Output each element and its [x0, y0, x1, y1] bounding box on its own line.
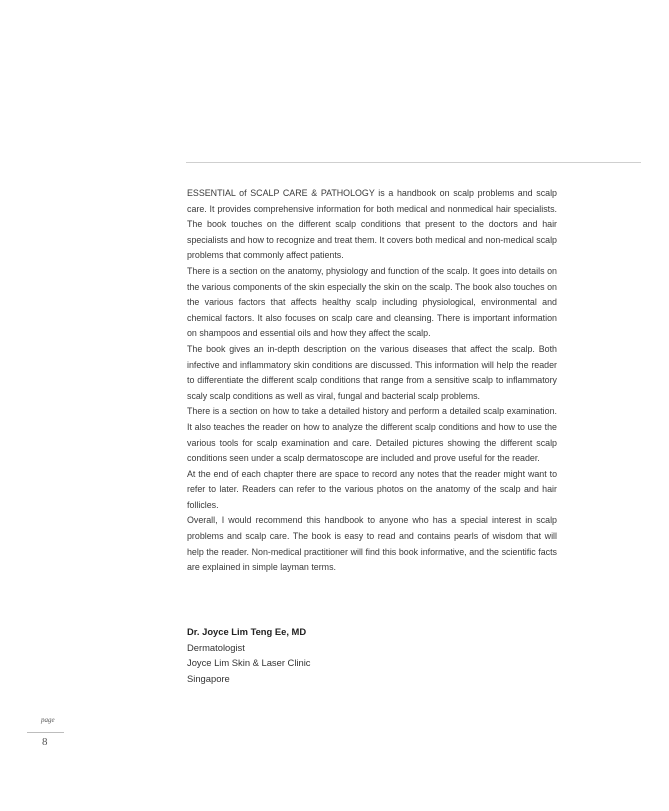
author-name: Dr. Joyce Lim Teng Ee, MD — [187, 626, 307, 637]
signature-block — [187, 624, 487, 686]
page-number: 8 — [42, 736, 48, 748]
page-number-divider — [27, 732, 64, 733]
paragraph-4: There is a section on how to take a detailed history and perform a detailed scalp examination. It also teaches the reader on how to analyze the different scalp conditions and how to use the various tools for scalp examination and care. Detailed pictures showing the different scalp conditions seen under a scalp dermatoscope are included and prove useful for the reader. — [187, 406, 557, 464]
paragraph-6: Overall, I would recommend this handbook to anyone who has a special interest in scalp problems and scalp care. The book is easy to read and contains pearls of wisdom that will help the reader. Non-medical practitioner will find this book informative, and the scientific facts are explained in simple layman terms. — [187, 515, 557, 573]
paragraph-5: At the end of each chapter there are space to record any notes that the reader might want to refer to later. Readers can refer to the various photos on the anatomy of the scalp and hair follicles. — [187, 468, 557, 510]
foreword-body — [187, 186, 557, 576]
paragraph-2: There is a section on the anatomy, physiology and function of the scalp. It goes into details on the various components of the skin especially the skin on the scalp. The book also touches on the various factors that affects healthy scalp including physiological, environmental and chemical factors. It also focuses on scalp care and cleansing. There is important information on shampoos and essential oils and how they affect the scalp. — [187, 265, 557, 339]
paragraph-3: The book gives an in-depth description on the various diseases that affect the scalp. Both infective and inflammatory skin conditions are discussed. This information will help the reader to differentiate the different scalp conditions that range from a sensitive scalp to inflammatory scaly scalp conditions as well as viral, fungal and bacterial scalp problems. — [187, 343, 557, 401]
author-title: Dermatologist — [187, 641, 245, 653]
header-divider — [186, 162, 641, 163]
paragraph-1: ESSENTIAL of SCALP CARE & PATHOLOGY is a handbook on scalp problems and scalp care. It provides comprehensive information for both medical and nonmedical hair specialists. The book touches on the different scalp conditions that present to the doctors and hair specialists and how to recognize and treat them. It covers both medical and non-medical scalp problems that commonly affect patients. — [187, 188, 557, 261]
author-location: Singapore — [187, 672, 230, 684]
author-organization: Joyce Lim Skin & Laser Clinic — [187, 657, 311, 668]
page-label: page — [41, 716, 55, 724]
